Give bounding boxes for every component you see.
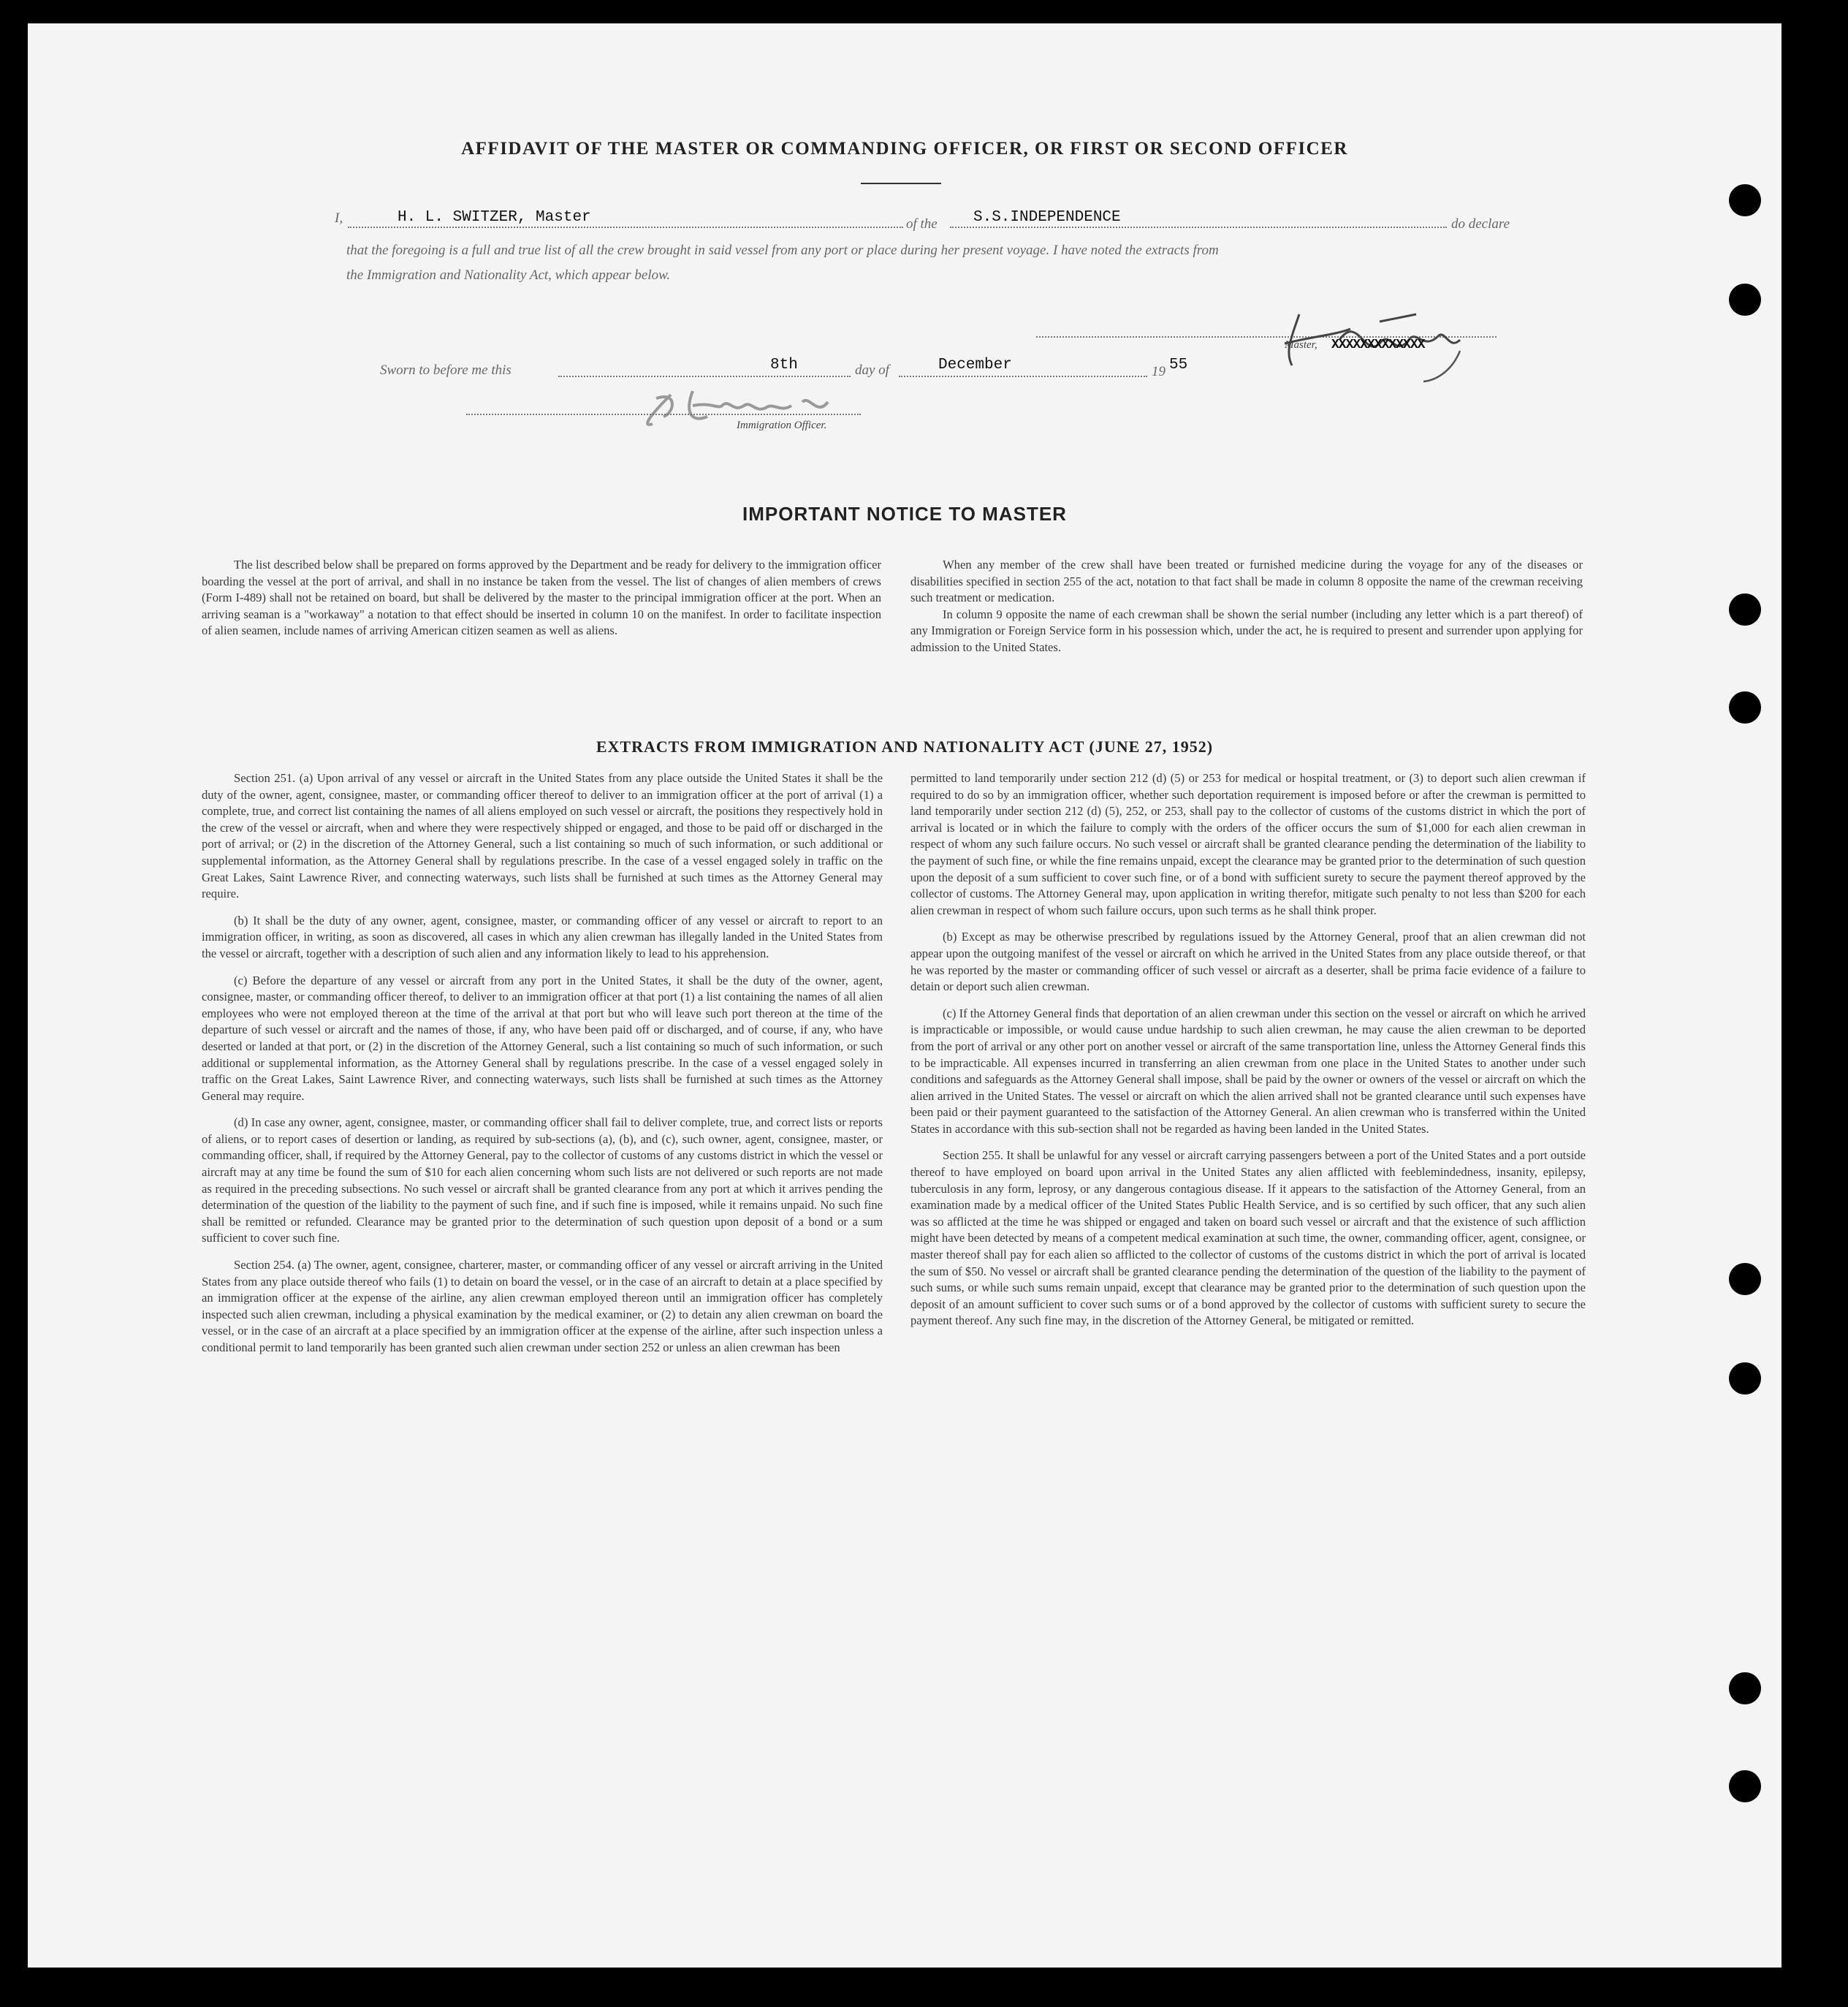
extract-paragraph: (d) In case any owner, agent, consignee, master, or commanding officer shall fail to deliver complete, true, and correct lists or reports of aliens, or to report cases of desertion or landing, as required by sub-sections (a), (b), and (c), such owner, agent, consignee, master, or commanding officer, shall, if required by the Attorney General, pay to the collector of customs of any customs district in which the vessel or aircraft may at any time be found the sum of $10 for each alien concerning whom such lists are not delivered or such reports are not made as required in the preceding subsections. No such vessel or aircraft shall be granted clearance from any port at which it arrives pending the determination of the question of the liability to the payment of such fine, and if such fine is imposed, while it remains unpaid. No such fine shall be remitted or refunded. Clearance may be granted prior to the determination of such question upon deposit of a bond or a sum sufficient to cover such fine. xyxy=(202,1115,883,1245)
binder-hole xyxy=(1729,284,1761,316)
extract-paragraph: permitted to land temporarily under section 212 (d) (5) or 253 for medical or hospital treatment, or (3) to deport such alien crewman if required to do so by an immigration officer, whether such deportation requirement is imposed before or after the crewman is permitted to land temporarily under section 212 (d) (5), 252, or 253, shall pay to the collector of customs of the customs district in which the port of arrival is located or in which the failure to comply with the orders of the officer occurs the sum of $1,000 for each alien crewman in respect of whom any such failure occurs. No such vessel or aircraft shall be granted clearance pending the determination of the liability to the payment of such fine, or while the fine remains unpaid, except the clearance may be granted prior to the determination of such question upon the deposit of a sum sufficient to cover such fine, or of a bond with sufficient surety to secure the payment thereof approved by the collector of customs. The Attorney General may, upon application in writing therefor, mitigate such penalty to not less than $200 for each alien crewman in respect of whom such failure occurs, upon such terms as he shall think proper. xyxy=(910,771,1586,917)
extract-paragraph: Section 255. It shall be unlawful for any vessel or aircraft carrying passengers between a port of the United States and a port outside thereof to have employed on board upon arrival in the United States any alien afflicted with feeblemindedness, insanity, epilepsy, tuberculosis in any form, leprosy, or any dangerous contagious disease. If it appears to the satisfaction of the Attorney General, from an examination made by a medical officer of the United States Public Health Service, and is so certified by such officer, that any such alien was so afflicted at the time he was shipped or engaged and taken on board such vessel or aircraft and that the existence of such affliction might have been detected by means of a competent medical examination at such time, the owner, commanding officer, agent, consignee, or master thereof shall pay for each alien so afflicted to the collector of customs of the customs district in which the port of arrival is located the sum of $50. No vessel or aircraft shall be granted clearance pending the determination of the question of the liability to the payment of such sums, or while such sums remain unpaid, except that clearance may be granted prior to the determination of such question upon the deposit of an amount sufficient to cover such sums or of a bond approved by the collector of customs with sufficient surety to secure the payment thereof. Any such fine may, in the discretion of the Attorney General, be mitigated or remitted. xyxy=(910,1148,1586,1328)
vessel-name-field xyxy=(950,227,1447,228)
day-of-label: day of xyxy=(855,363,889,378)
sworn-month: December xyxy=(938,357,1012,373)
century-label: 19 xyxy=(1152,364,1166,379)
officer-signature-line xyxy=(466,414,861,415)
declarant-name-field xyxy=(348,227,903,228)
sworn-day: 8th xyxy=(770,357,798,373)
affidavit-statement-line: that the foregoing is a full and true list of all the crew brought in said vessel from any port or place during her present voyage. I have noted the extracts from xyxy=(346,243,1219,258)
binder-hole xyxy=(1729,1672,1761,1704)
sworn-prefix: Sworn to before me this xyxy=(380,363,512,378)
extract-paragraph: (b) It shall be the duty of any owner, agent, consignee, master, or commanding officer of any vessel or aircraft to report to an immigration officer, in writing, as soon as discovered, all cases in which any alien crewman has illegally landed in the United States from the vessel or aircraft, together with a description of such alien and any information likely to lead to his apprehension. xyxy=(202,913,883,960)
binder-hole xyxy=(1729,184,1761,216)
title-rule xyxy=(861,183,941,184)
officer-caption: Immigration Officer. xyxy=(737,420,827,431)
sworn-year: 55 xyxy=(1169,357,1188,373)
notice-left-paragraph: The list described below shall be prepared on forms approved by the Department and be ready for delivery to the immigration officer boarding the vessel at the port of arrival, and shall in no instance be taken from the vessel. The list of changes of alien members of crews (Form I-489) shall not be retained on board, but shall be delivered by the master to the principal immigration officer at the port. When an arriving seaman is a "workaway" a notation to that effect should be inserted in column 10 on the manifest. In order to facilitate inspection of alien seamen, include names of arriving American citizen seamen as well as aliens. xyxy=(202,558,881,638)
sworn-month-field xyxy=(899,376,1147,377)
notice-left-column xyxy=(202,557,881,640)
extract-paragraph: (b) Except as may be otherwise prescribed by regulations issued by the Attorney General, proof that an alien crewman did not appear upon the outgoing manifest of the vessel or aircraft on which he arrived in the United States from any place outside thereof, or that he was reported by the master or commanding officer of such vessel or aircraft as a deserter, shall be prima facie evidence of a failure to detain or deport such alien crewman. xyxy=(910,930,1586,994)
declarant-prefix: I, xyxy=(335,210,343,226)
extracts-left-column xyxy=(202,770,883,1367)
extract-paragraph: (c) Before the departure of any vessel or aircraft from any port in the United States, it shall be the duty of the owner, agent, consignee, master, or commanding officer thereof, to deliver to an immigration officer at that port (1) a list containing the names of all alien employees who were not employed thereon at the time of the arrival at that port but who will leave such port thereon at the time of the departure of such vessel or aircraft and the names of those, if any, who have been paid off or discharged, and of course, if any, who have deserted or landed at that port, or (2) in the discretion of the Attorney General, such a list containing so much of such information, or such additional or supplemental information, as the Attorney General shall by regulations prescribe. In the case of a vessel engaged solely in traffic on the Great Lakes, Saint Lawrence River, and connecting waterways, such lists shall be furnished at such times as the Attorney General may require. xyxy=(202,973,883,1103)
binder-hole xyxy=(1729,1263,1761,1295)
struck-title: XXXXXXXXXXXXX xyxy=(1331,338,1425,352)
notice-right-column xyxy=(910,557,1583,656)
extracts-title: EXTRACTS FROM IMMIGRATION AND NATIONALITY ACT (JUNE 27, 1952) xyxy=(596,737,1214,756)
master-caption: Master, xyxy=(1285,339,1317,351)
binder-hole xyxy=(1729,1362,1761,1395)
document-page xyxy=(28,23,1782,1968)
extract-paragraph: Section 251. (a) Upon arrival of any vessel or aircraft in the United States from any place outside the United States it shall be the duty of the owner, agent, consignee, master, or commanding officer thereof to deliver to an immigration officer at the port of arrival (1) a complete, true, and correct list containing the names of all aliens employed on such vessel or aircraft, the positions they respectively hold in the crew of the vessel or aircraft, when and where they were respectively shipped or engaged, and those to be paid off or discharged in the port of arrival; or (2) in the discretion of the Attorney General, such a list containing so much of such information, or such additional or supplemental information, as the Attorney General shall by regulations prescribe. In the case of a vessel engaged solely in traffic on the Great Lakes, Saint Lawrence River, and connecting waterways, such lists shall be furnished at such times as the Attorney General may require. xyxy=(202,771,883,901)
affidavit-statement-line-2: the Immigration and Nationality Act, which appear below. xyxy=(346,268,671,283)
of-the-label: of the xyxy=(906,216,938,232)
vessel-name: S.S.INDEPENDENCE xyxy=(973,209,1121,226)
extracts-right-column xyxy=(910,770,1586,1340)
notice-title: IMPORTANT NOTICE TO MASTER xyxy=(742,503,1067,525)
extract-paragraph: Section 254. (a) The owner, agent, consignee, charterer, master, or commanding officer of any vessel or aircraft arriving in the United States from any place outside thereof who fails (1) to detain on board the vessel, or in the case of an aircraft to detain at a place specified by an immigration officer at the expense of the airline, any alien crewman employed thereon until an immigration officer has completely inspected such alien crewman, including a physical examination by the medical examiner, or (2) to detain any alien crewman on board the vessel, or in the case of an aircraft at a place specified by an immigration officer at the expense of the airline, after such inspection unless a conditional permit to land temporarily has been granted such alien crewman under section 252 or unless an alien crewman has been xyxy=(202,1258,883,1354)
binder-hole xyxy=(1729,593,1761,626)
notice-right-paragraph-2: In column 9 opposite the name of each crewman shall be shown the serial number (including any letter which is a part thereof) of any Immigration or Foreign Service form in his possession which, under the act, he is required to present and surrender upon applying for admission to the United States. xyxy=(910,607,1583,654)
extract-paragraph: (c) If the Attorney General finds that deportation of an alien crewman under this section on the vessel or aircraft on which he arrived is impracticable or impossible, or would cause undue hardship to such alien crewman, he may cause the alien crewman to be deported from the port of arrival or any other port on another vessel or aircraft of the same transportation line, unless the Attorney General finds this to be impracticable. All expenses incurred in transferring an alien crewman from one place in the United States to another under such conditions and safeguards as the Attorney General shall impose, shall be paid by the owner or owners of the vessel or aircraft on which the alien arrived in the United States. The vessel or aircraft on which the alien arrived shall not be granted clearance until such expenses have been paid or their payment guaranteed to the satisfaction of the Attorney General. An alien crewman who is transferred within the United States in accordance with this sub-section shall not be regarded as having been landed in the United States. xyxy=(910,1006,1586,1136)
do-declare-label: do declare xyxy=(1451,216,1510,232)
binder-hole xyxy=(1729,691,1761,724)
notice-right-paragraph-1: When any member of the crew shall have been treated or furnished medicine during the voyage for any of the diseases or disabilities specified in section 255 of the act, notation to that fact shall be made in column 8 opposite the name of the crewman receiving such treatment or medication. xyxy=(910,558,1583,605)
declarant-name: H. L. SWITZER, Master xyxy=(398,209,591,226)
binder-hole xyxy=(1729,1770,1761,1802)
affidavit-title: AFFIDAVIT OF THE MASTER OR COMMANDING OFFICER, OR FIRST OR SECOND OFFICER xyxy=(461,139,1348,159)
